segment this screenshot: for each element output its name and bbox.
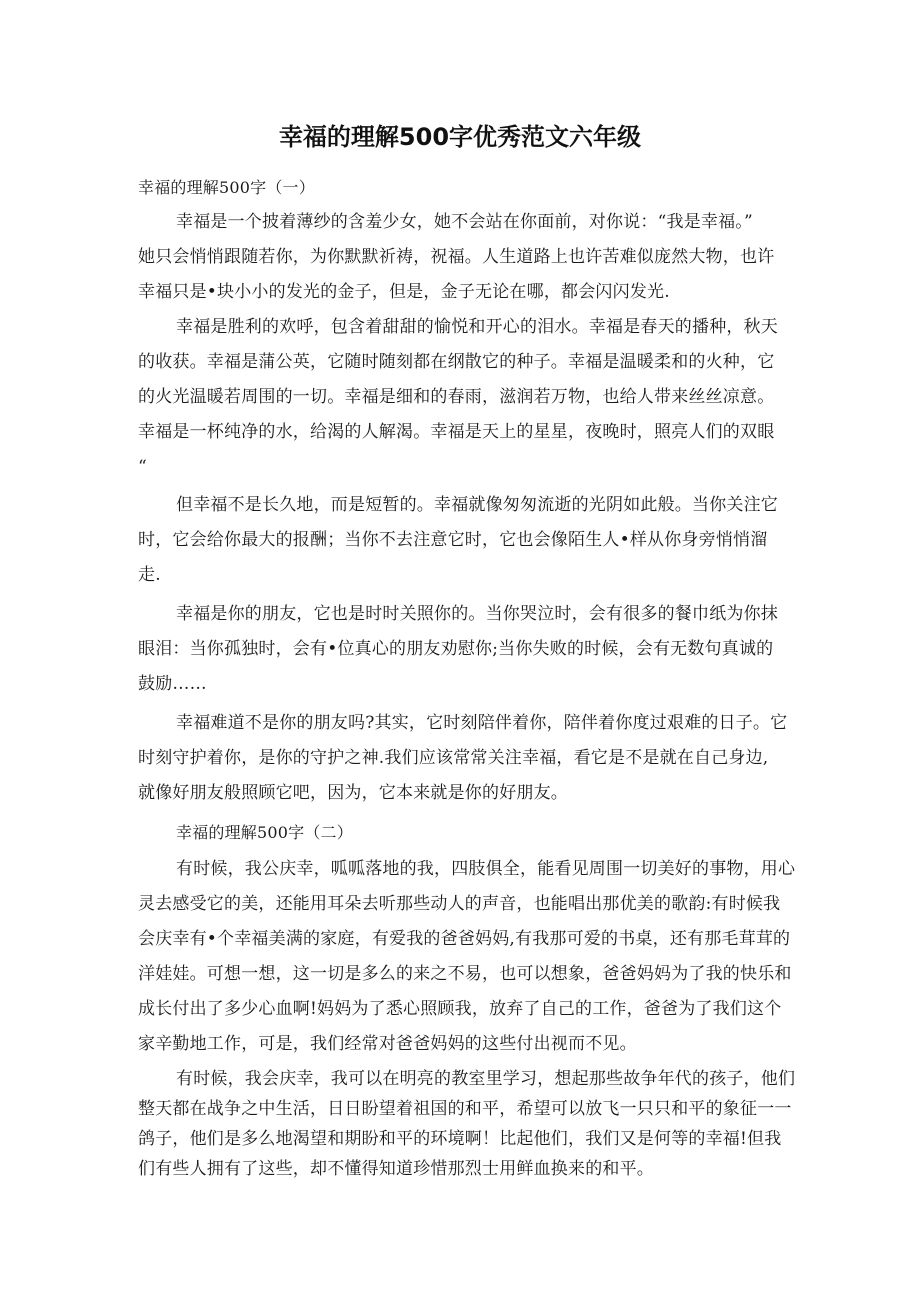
paragraph-line: 就像好朋友般照顾它吧，因为，它本来就是你的好朋友。 bbox=[138, 783, 568, 803]
section-heading-text: 幸福的理解500字（二） bbox=[176, 823, 353, 842]
paragraph-line: 幸福是胜利的欢呼，包含着甜甜的愉悦和开心的泪水。幸福是春天的播种，秋天 bbox=[176, 317, 778, 337]
paragraph-line: 她只会悄悄跟随若你，为你默默祈祷，祝福。人生道路上也许苦难似庞然大物，也许 bbox=[138, 247, 775, 267]
paragraph-line: 有时候，我会庆幸，我可以在明亮的教室里学习，想起那些故争年代的孩子，他们 bbox=[176, 1069, 796, 1089]
paragraph-line: 有时候，我公庆幸，呱呱落地的我，四肢俱全，能看见周围一切美好的事物，用心 bbox=[176, 859, 796, 879]
paragraph-line: 灵去感受它的美，还能用耳朵去听那些动人的声音，也能唱出那优美的歌韵:有时候我 bbox=[138, 894, 781, 914]
paragraph-line: 幸福难道不是你的朋友吗?其实，它时刻陪伴着你，陪伴着你度过艰难的日子。它 bbox=[176, 713, 788, 733]
paragraph-line: 会庆幸有•个幸福美满的家庭，有爱我的爸爸妈妈,有我那可爱的书桌，还有那毛茸茸的 bbox=[138, 929, 791, 949]
document-title: 幸福的理解500字优秀范文六年级 bbox=[278, 123, 642, 151]
paragraph-line: 家辛勤地工作，可是，我们经常对爸爸妈妈的这些付出视而不见。 bbox=[138, 1034, 637, 1054]
paragraph-1 bbox=[138, 205, 774, 310]
paragraph-line: 的收获。幸福是蒲公英，它随时随刻都在纲散它的种子。幸福是温暖柔和的火种，它 bbox=[138, 352, 775, 372]
paragraph-line: 走. bbox=[138, 565, 161, 585]
paragraph-line: 们有些人拥有了这些，却不懂得知道珍惜那烈士用鲜血换来的和平。 bbox=[138, 1159, 654, 1179]
paragraph-line: 鼓励…… bbox=[138, 674, 207, 694]
paragraph-2 bbox=[138, 310, 778, 485]
paragraph-5 bbox=[138, 706, 788, 811]
paragraph-line: 整天都在战争之中生活，日日盼望着祖国的和平，希望可以放飞一只只和平的象征一一 bbox=[138, 1099, 792, 1119]
paragraph-7 bbox=[138, 1064, 796, 1184]
paragraph-line: 幸福只是•块小小的发光的金子，但是，金子无论在哪，都会闪闪发光. bbox=[138, 282, 670, 302]
paragraph-line: 幸福是一杯纯净的水，给渴的人解渴。幸福是天上的星星，夜晚时，照亮人们的双眼 bbox=[138, 422, 775, 442]
section-heading-2 bbox=[138, 815, 774, 850]
paragraph-line: 眼泪：当你孤独时，会有•位真心的朋友劝慰你;当你失败的时候，会有无数句真诚的 bbox=[138, 639, 774, 659]
paragraph-line: 但幸福不是长久地，而是短暂的。幸福就像匆匆流逝的光阴如此般。当你关注它 bbox=[176, 495, 778, 515]
paragraph-line: 幸福是一个披着薄纱的含羞少女，她不会站在你面前，对你说：“我是幸福。” bbox=[176, 212, 753, 232]
paragraph-line: 的火光温暖若周围的一切。幸福是细和的春雨，滋润若万物，也给人带来丝丝凉意。 bbox=[138, 387, 775, 407]
paragraph-4 bbox=[138, 597, 778, 702]
paragraph-line: “ bbox=[138, 457, 147, 477]
paragraph-line: 成长付出了多少心血啊!妈妈为了悉心照顾我，放弃了自己的工作，爸爸为了我们这个 bbox=[138, 999, 782, 1019]
paragraph-6 bbox=[138, 852, 796, 1062]
paragraph-line: 幸福是你的朋友，它也是时时关照你的。当你哭泣时，会有很多的餐巾纸为你抹 bbox=[176, 604, 778, 624]
section-heading-1 bbox=[138, 170, 774, 205]
paragraph-line: 时刻守护着你，是你的守护之神.我们应该常常关注幸福，看它是不是就在自己身边, bbox=[138, 748, 769, 768]
section-heading-text: 幸福的理解500字（一） bbox=[138, 178, 315, 197]
paragraph-line: 洋娃娃。可想一想，这一切是多么的来之不易，也可以想象，爸爸妈妈为了我的快乐和 bbox=[138, 964, 792, 984]
paragraph-line: 鸽子，他们是多么地渴望和期盼和平的环境啊！比起他们，我们又是何等的幸福!但我 bbox=[138, 1129, 782, 1149]
paragraph-3 bbox=[138, 488, 778, 593]
paragraph-line: 时，它会给你最大的报酬；当你不去注意它时，它也会像陌生人•样从你身旁悄悄溜 bbox=[138, 530, 768, 550]
